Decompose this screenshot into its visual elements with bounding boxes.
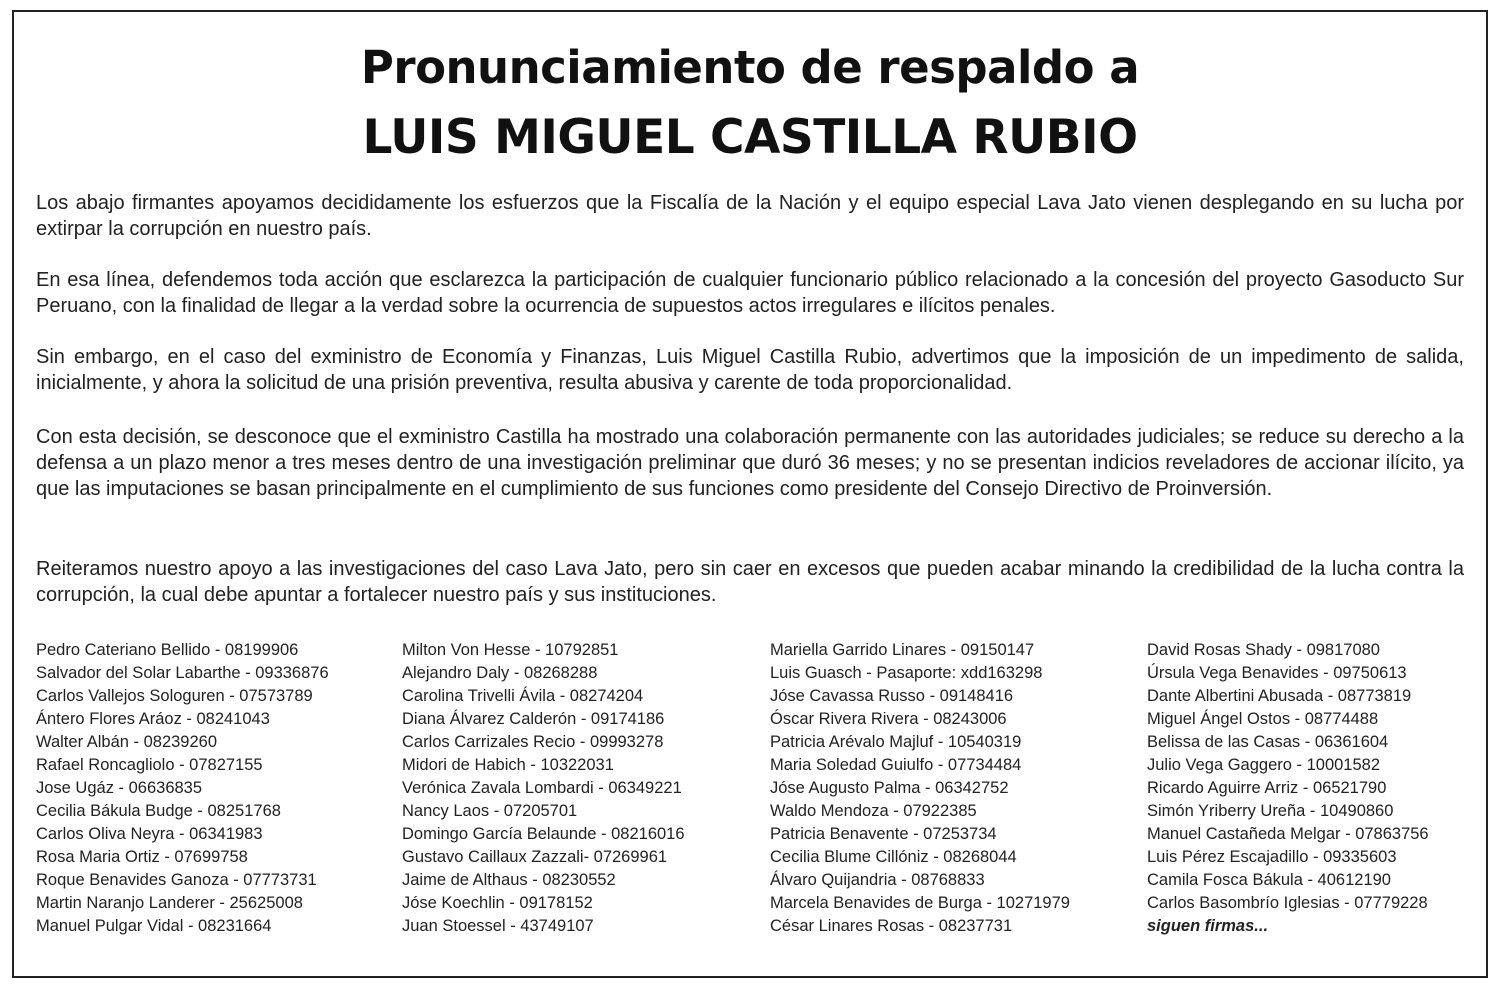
signature: Jóse Koechlin - 09178152	[402, 894, 593, 912]
signature: Milton Von Hesse - 10792851	[402, 641, 619, 659]
paragraph-2: En esa línea, defendemos toda acción que esclarezca la participación de cualquier funcionario público relacionado a la concesión del proyecto Gasoducto Sur Peruano, con la finalidad de llegar a la verdad sobre la ocurrencia de supuestos actos irregulares e ilícitos penales.	[36, 269, 1464, 317]
signature: Cecilia Bákula Budge - 08251768	[36, 802, 281, 820]
signature: Nancy Laos - 07205701	[402, 802, 578, 820]
signature: Úrsula Vega Benavides - 09750613	[1147, 664, 1407, 682]
signature: Diana Álvarez Calderón - 09174186	[402, 710, 665, 728]
signature: Pedro Cateriano Bellido - 08199906	[36, 641, 299, 659]
signature: Verónica Zavala Lombardi - 06349221	[402, 779, 682, 797]
signature: Carlos Basombrío Iglesias - 07779228	[1147, 894, 1428, 912]
signature: Jose Ugáz - 06636835	[36, 779, 203, 797]
signature: Patricia Arévalo Majluf - 10540319	[770, 733, 1022, 751]
paragraph-5: Reiteramos nuestro apoyo a las investigaciones del caso Lava Jato, pero sin caer en excesos que pueden acabar minando la credibilidad de la lucha contra la corrupción, la cual debe apuntar a fortalecer nuestro país y sus instituciones.	[36, 558, 1464, 606]
more-signatures-note: siguen firmas...	[1147, 917, 1269, 935]
signature: Álvaro Quijandria - 08768833	[770, 871, 985, 889]
signature: Óscar Rivera Rivera - 08243006	[770, 710, 1007, 728]
signature: Carlos Oliva Neyra - 06341983	[36, 825, 263, 843]
signature: Camila Fosca Bákula - 40612190	[1147, 871, 1391, 889]
signature: Jóse Cavassa Russo - 09148416	[770, 687, 1014, 705]
signature: Manuel Pulgar Vidal - 08231664	[36, 917, 272, 935]
signature: Marcela Benavides de Burga - 10271979	[770, 894, 1070, 912]
signature: Alejandro Daly - 08268288	[402, 664, 598, 682]
signature-column-4	[1147, 639, 1429, 938]
notice-frame	[12, 10, 1488, 978]
signature: Ricardo Aguirre Arriz - 06521790	[1147, 779, 1387, 797]
signature: Mariella Garrido Linares - 09150147	[770, 641, 1035, 659]
paragraph-4: Con esta decisión, se desconoce que el exministro Castilla ha mostrado una colaboración permanente con las autoridades judiciales; se reduce su derecho a la defensa a un plazo menor a tres meses dentro de una investigación preliminar que duró 36 meses; y no se presentan indicios reveladores de accionar ilícito, ya que las imputaciones se basan principalmente en el cumplimiento de sus funciones como presidente del Consejo Directivo de Proinversión.	[36, 426, 1464, 500]
signature: Carlos Vallejos Sologuren - 07573789	[36, 687, 313, 705]
signature: David Rosas Shady - 09817080	[1147, 641, 1380, 659]
signature: Rafael Roncagliolo - 07827155	[36, 756, 263, 774]
signature: Carlos Carrizales Recio - 09993278	[402, 733, 664, 751]
signature: Luis Guasch - Pasaporte: xdd163298	[770, 664, 1043, 682]
signature: Cecilia Blume Cillóniz - 08268044	[770, 848, 1017, 866]
signature: Juan Stoessel - 43749107	[402, 917, 594, 935]
signature: Miguel Ángel Ostos - 08774488	[1147, 710, 1379, 728]
signature: Rosa Maria Ortiz - 07699758	[36, 848, 248, 866]
signature: Waldo Mendoza - 07922385	[770, 802, 977, 820]
signature-column-3	[770, 639, 1070, 938]
signature-column-2	[402, 639, 685, 938]
signature: Simón Yriberry Ureña - 10490860	[1147, 802, 1394, 820]
signature: Julio Vega Gaggero - 10001582	[1147, 756, 1381, 774]
title-line-2: LUIS MIGUEL CASTILLA RUBIO	[362, 110, 1138, 165]
signature: Roque Benavides Ganoza - 07773731	[36, 871, 317, 889]
signature: Martin Naranjo Landerer - 25625008	[36, 894, 303, 912]
signature: Jóse Augusto Palma - 06342752	[770, 779, 1009, 797]
signature: Belissa de las Casas - 06361604	[1147, 733, 1389, 751]
signature-column-1	[36, 639, 329, 938]
signature: Luis Pérez Escajadillo - 09335603	[1147, 848, 1397, 866]
paragraph-3: Sin embargo, en el caso del exministro de Economía y Finanzas, Luis Miguel Castilla Rubio, advertimos que la imposición de un impedimento de salida, inicialmente, y ahora la solicitud de una prisión preventiva, resulta abusiva y carente de toda proporcionalidad.	[36, 346, 1464, 394]
signature: César Linares Rosas - 08237731	[770, 917, 1013, 935]
signature: Jaime de Althaus - 08230552	[402, 871, 616, 889]
signature: Patricia Benavente - 07253734	[770, 825, 997, 843]
title-line-1: Pronunciamiento de respaldo a	[360, 41, 1140, 94]
signature: Domingo García Belaunde - 08216016	[402, 825, 685, 843]
signature: Manuel Castañeda Melgar - 07863756	[1147, 825, 1429, 843]
signature: Midori de Habich - 10322031	[402, 756, 614, 774]
signature: Dante Albertini Abusada - 08773819	[1147, 687, 1412, 705]
signature: Gustavo Caillaux Zazzali- 07269961	[402, 848, 668, 866]
signature: Carolina Trivelli Ávila - 08274204	[402, 687, 644, 705]
signature: Walter Albán - 08239260	[36, 733, 218, 751]
signature: Salvador del Solar Labarthe - 09336876	[36, 664, 329, 682]
signature: Maria Soledad Guiulfo - 07734484	[770, 756, 1022, 774]
signature: Ántero Flores Aráoz - 08241043	[36, 710, 270, 728]
paragraph-1: Los abajo firmantes apoyamos decididamente los esfuerzos que la Fiscalía de la Nación y el equipo especial Lava Jato vienen desplegando en su lucha por extirpar la corrupción en nuestro país.	[36, 192, 1464, 240]
